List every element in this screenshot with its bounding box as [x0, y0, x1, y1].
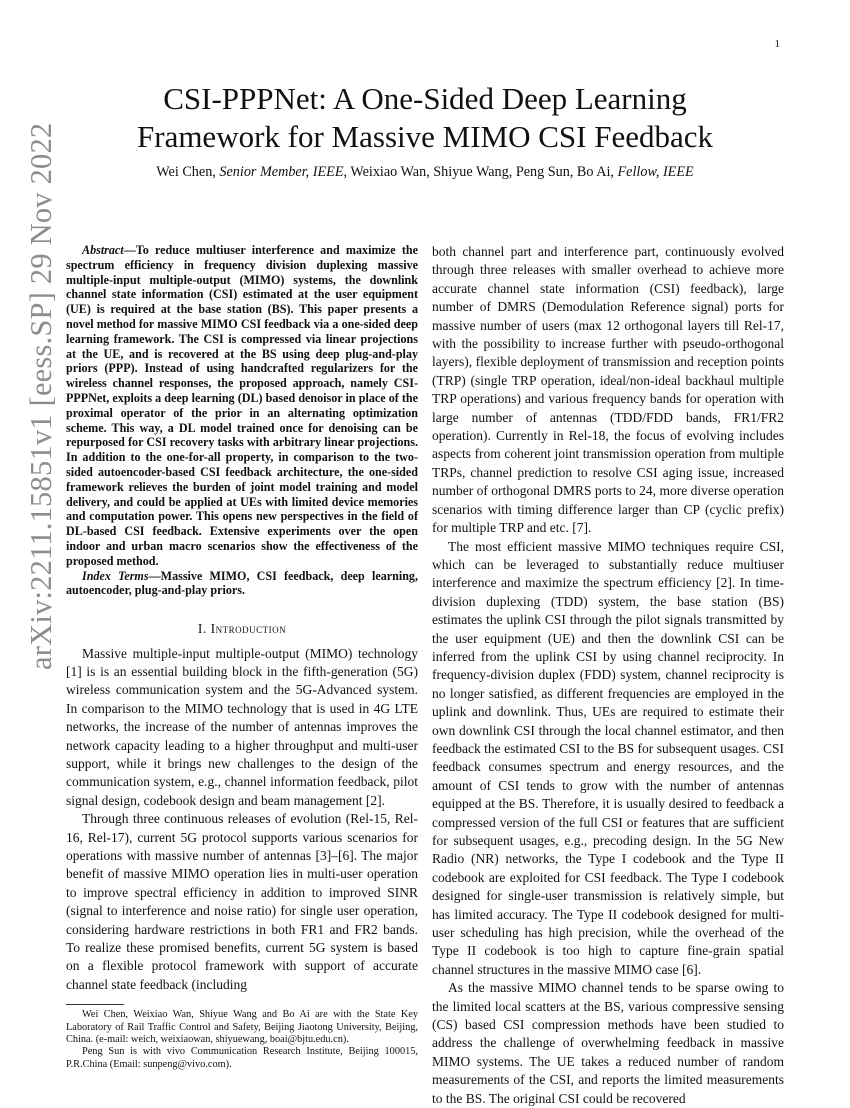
index-terms-label: Index Terms	[82, 568, 149, 583]
abstract-text: —To reduce multiuser interference and maximize the spectrum efficiency in frequency division duplexing massive multiple-input multiple-output (MIMO) systems, the downlink channel state information (CSI) estimated at the user equipment (UE) is required at the base station (BS). This paper presents a novel method for massive MIMO CSI feedback via a one-sided deep learning framework. The CSI is compressed via linear projections at the UE, and is recovered at the BS using deep plug-and-play priors (PPP). Instead of using handcrafted regularizers for the wireless channel responses, the proposed approach, namely CSI-PPPNet, exploits a deep learning (DL) based denoisor in place of the proximal operator of the prior in an alternating optimization scheme. This way, a DL model trained once for denoising can be repurposed for CSI recovery tasks with arbitrary linear projections. In addition to the one-for-all property, in comparison to the two-sided autoencoder-based CSI feedback architecture, the one-sided framework relieves the burden of joint model training and model delivery, and could be applied at UEs with limited device memories and computation power. This opens new perspectives in the field of DL-based CSI feedback. Extensive experiments over the open indoor and urban macro scenarios show the effectiveness of the proposed method.	[66, 243, 418, 568]
section-numeral: I.	[197, 621, 211, 637]
left-column	[66, 243, 418, 1071]
author-others: , Weixiao Wan, Shiyue Wang, Peng Sun, Bo Ai,	[343, 164, 618, 180]
footnote-divider	[66, 1004, 124, 1005]
right-column	[432, 243, 784, 1108]
index-terms-text: —Massive MIMO, CSI feedback, deep learning, autoencoder, plug-and-play priors.	[66, 568, 418, 598]
body-paragraph-continued: both channel part and interference part, continuously evolved through three releases with smaller overhead to achieve more accurate channel state information (CSI) feedback), large number of DMRS (Demodulation Reference signal) ports for massive number of users (max 12 orthogonal layers till Rel-17, with the possibility to increase further with pseudo-orthogonal layers), flexible deployment of transmission and reception points (TRP) (single TRP operation, ideal/non-ideal backhaul multiple TRP operations) and various frequency bands for operation with large number of antennas (TDD/FDD bands, FR1/FR2 operation). Currently in Rel-18, the focus of evolving includes aspects from coherent joint transmission operation from multiple TRPs, channel prediction to resolve CSI aging issue, increased number of orthogonal DMRS ports to 24, more diverse operation scenarios with timing difference larger than CP (cyclic prefix) for multiple TRP and etc. [7].	[432, 244, 784, 536]
intro-paragraph-2: Through three continuous releases of evolution (Rel-15, Rel-16, Rel-17), current 5G protocol supports various scenarios for operations with massive number of antennas [3]–[6]. The major benefit of massive MIMO operation lies in multi-user operation to improve spectral efficiency in addition to improved SINR (signal to interference and noise ratio) for single user operation, considering hardware restrictions in both FR1 and FR2 bands. To realize these promised benefits, current 5G system is based on a flexible protocol framework with support of accurate channel state feedback (including	[66, 811, 418, 992]
body-paragraph-csi: The most efficient massive MIMO techniques require CSI, which can be leveraged to substantially reduce multiuser interference and maximize the spectrum efficiency [2]. In time-division duplexing (TDD) system, the base station (BS) estimates the uplink CSI through the pilot signals transmitted by the user equipment (UE) and then the downlink CSI can be inferred from the uplink CSI by using channel reciprocity. In frequency-division duplex (FDD) system, channel reciprocity is no longer satisfied, as different frequencies are employed in the uplink and downlink. Thus, UEs are required to estimate their own downlink CSI through the local channel estimator, and then feedback the estimated CSI to the BS for subsequent usages. CSI feedback consumes spectrum and energy resources, and the amount of CSI tends to grow with the number of antennas equipped at the BS. Therefore, it is usually desired to feedback a compressed version of the full CSI or features that are sufficient for subsequent usages, e.g., precoding design. In the 5G New Radio (NR) networks, the Type I codebook and the Type II codebook are exploited for CSI feedback. The Type I codebook designed for single-user transmission is relatively simple, but has limited accuracy. The Type II codebook designed for multi-user scheduling has high precision, while the overhead of the Type II codebook is too high to capture fine-grain spatial channel structures in the massive MIMO case [6].	[432, 538, 784, 977]
arxiv-identifier: arXiv:2211.15851v1 [eess.SP] 29 Nov 2022	[24, 122, 58, 670]
abstract-label: Abstract	[82, 243, 124, 257]
section-title: Introduction	[210, 621, 287, 637]
paper-title	[60, 80, 790, 156]
page-number: 1	[774, 38, 780, 50]
footnote-affiliation-2: Peng Sun is with vivo Communication Research Institute, Beijing 100015, P.R.China (Email: sunpeng@vivo.com).	[66, 1046, 418, 1070]
author-first: Wei Chen,	[156, 164, 220, 180]
body-paragraph-cs: As the massive MIMO channel tends to be sparse owing to the limited local scatters at the BS, various compressive sensing (CS) based CSI compression methods have been studied to address the challenge of overwhelming feedback in massive MIMO systems. The UE takes a reduced number of random measurements of the CSI, and reports the limited measurements to the BS. The original CSI could be recovered	[432, 980, 784, 1106]
author-list	[60, 163, 790, 181]
title-line-1: CSI-PPPNet: A One-Sided Deep Learning	[163, 81, 687, 116]
author-last-role: Fellow, IEEE	[617, 164, 694, 180]
index-terms	[66, 569, 418, 599]
section-heading-introduction	[66, 620, 418, 638]
footnote-affiliation-1: Wei Chen, Weixiao Wan, Shiyue Wang and Bo Ai are with the State Key Laboratory of Rail Traffic Control and Safety, Beijing Jiaotong University, Beijing, China. (e-mail: weich, weixiaowan, shiyuewang, boai@bjtu.edu.cn).	[66, 1009, 418, 1046]
intro-paragraph-1: Massive multiple-input multiple-output (MIMO) technology [1] is is an essential building block in the fifth-generation (5G) wireless communication system and the 5G-Advanced system. In comparison to the MIMO technology that is used in 4G LTE networks, the increase of the number of antennas improves the network capacity leading to a higher throughput and multi-user support, while it brings new challenges to the design of the communication system, e.g., channel information feedback, pilot signal design, codebook design and beam management [2].	[66, 645, 418, 808]
title-line-2: Framework for Massive MIMO CSI Feedback	[137, 119, 713, 154]
abstract	[66, 243, 418, 569]
author-first-role: Senior Member, IEEE	[219, 164, 344, 180]
